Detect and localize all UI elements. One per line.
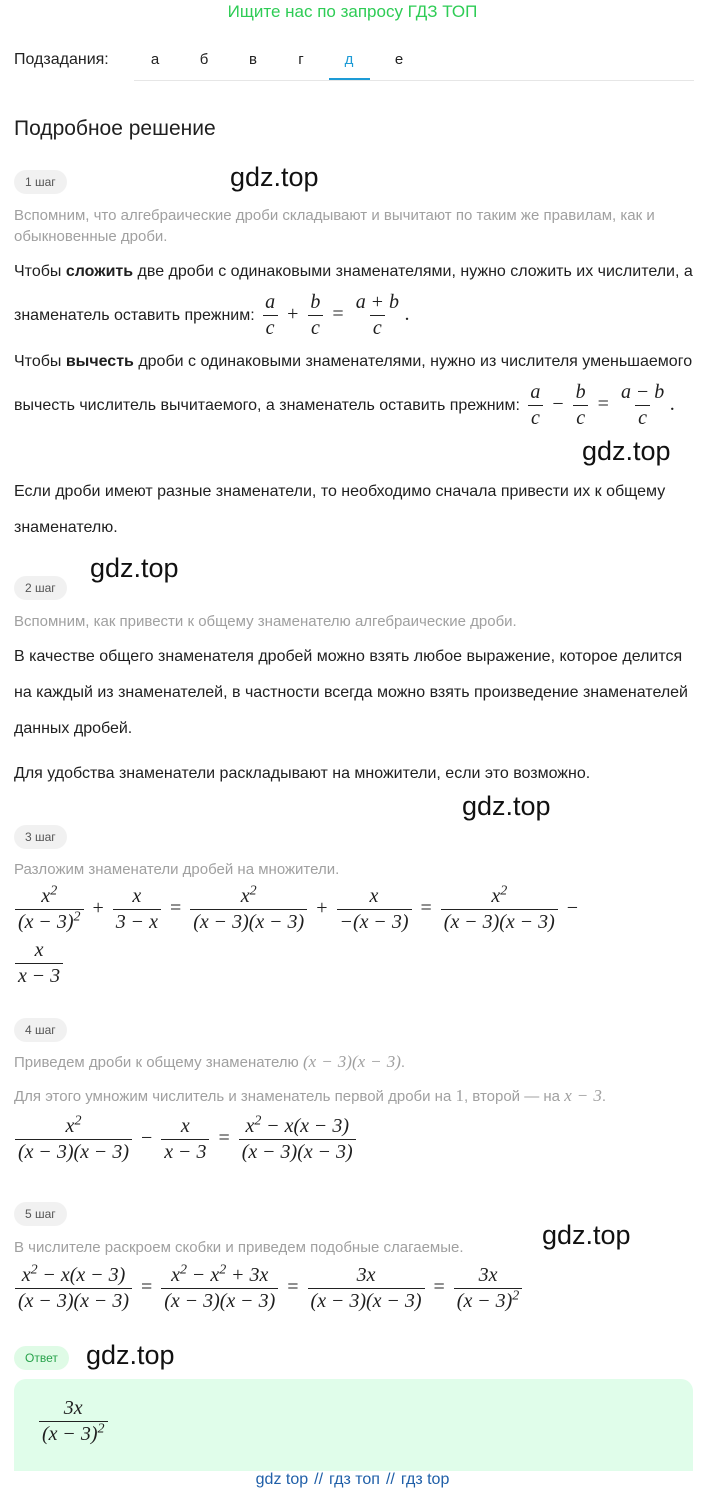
watermark: gdz.top bbox=[90, 553, 179, 583]
tab-b[interactable]: б bbox=[199, 51, 209, 68]
watermark: gdz.top bbox=[462, 791, 551, 821]
step-1-badge: 1 шаг bbox=[14, 170, 67, 194]
step-5-intro: В числителе раскроем скобки и приведем подобные слагаемые. bbox=[14, 1239, 464, 1256]
watermark: gdz.top bbox=[542, 1220, 631, 1250]
subtasks-label: Подзадания: bbox=[14, 51, 109, 68]
step-2-intro: Вспомним, как привести к общему знаменателю алгебраические дроби. bbox=[14, 613, 517, 630]
step-5-badge: 5 шаг bbox=[14, 1202, 67, 1226]
answer-box bbox=[14, 1379, 693, 1471]
step-4-badge: 4 шаг bbox=[14, 1018, 67, 1042]
answer-formula: $\frac{3x}{(x - 3)^2}$ bbox=[36, 1396, 111, 1447]
footer-link-gdz-top[interactable]: gdz top bbox=[255, 1471, 309, 1488]
section-title: Подробное решение bbox=[14, 117, 216, 140]
footer-links: gdz top // гдз топ // гдз top bbox=[255, 1471, 450, 1488]
tabs-divider bbox=[134, 80, 694, 81]
step-4-multiply-note: Для этого умножим числитель и знаменатель первой дроби на 1, второй — на x − 3. bbox=[14, 1086, 606, 1105]
step-1-sub-rule: Чтобы вычесть дроби с одинаковыми знаменателями, нужно из числителя уменьшаемого вычесть числитель вычитаемого, а знаменатель оставить прежним: $\frac{a}{c}$ − $\frac{b}{c}$ = $\frac{a - b}{c}$ . bbox=[14, 353, 693, 429]
step-5-formula: $\frac{x^2 - x(x - 3)}{(x - 3)(x - 3)}$ = $\frac{x^2 - x^2 + 3x}{(x - 3)(x - 3)}$ = $\frac{3x}{(x - 3)(x - 3)}$ = $\frac{3x}{(x - 3)^2}$ bbox=[12, 1263, 525, 1314]
tab-a[interactable]: а bbox=[150, 51, 160, 68]
step-1-different-denominators: Если дроби имеют разные знаменатели, то необходимо сначала привести их к общему знаменателю. bbox=[14, 483, 666, 536]
step-2-badge: 2 шаг bbox=[14, 576, 67, 600]
step-2-factorize-note: Для удобства знаменатели раскладывают на множители, если это возможно. bbox=[14, 765, 591, 782]
step-1-intro: Вспомним, что алгебраические дроби складывают и вычитают по таким же правилам, как и обыкновенные дроби. bbox=[14, 207, 655, 245]
step-3-intro: Разложим знаменатели дробей на множители. bbox=[14, 861, 340, 878]
active-tab-indicator bbox=[329, 78, 370, 80]
tab-g[interactable]: г bbox=[298, 51, 304, 68]
step-1-add-rule: Чтобы сложить две дроби с одинаковыми знаменателями, нужно сложить их числители, а знаменатель оставить прежним: $\frac{a}{c}$ + $\frac{b}{c}$ = $\frac{a + b}{c}$ . bbox=[14, 263, 693, 339]
tab-v[interactable]: в bbox=[249, 51, 257, 68]
watermark: gdz.top bbox=[230, 162, 319, 192]
step-4-intro: Приведем дроби к общему знаменателю (x − 3)(x − 3). bbox=[14, 1052, 406, 1071]
formula-sub: $\frac{a}{c}$ − $\frac{b}{c}$ = $\frac{a - b}{c}$ . bbox=[524, 393, 675, 415]
step-3-formula-line-2: $\frac{x}{x - 3}$ bbox=[12, 938, 66, 989]
formula-add: $\frac{a}{c}$ + $\frac{b}{c}$ = $\frac{a + b}{c}$ . bbox=[259, 303, 410, 325]
bold-add: сложить bbox=[65, 263, 134, 280]
step-2-common-denominator: В качестве общего знаменателя дробей можно взять любое выражение, которое делится на каждый из знаменателей, в частности всегда можно взять произведение знаменателей данных дробей. bbox=[14, 648, 688, 737]
tab-d[interactable]: д bbox=[344, 51, 354, 68]
bold-sub: вычесть bbox=[65, 353, 134, 370]
footer-link-gdz-top-mixed[interactable]: гдз top bbox=[400, 1471, 450, 1488]
watermark: gdz.top bbox=[86, 1340, 175, 1370]
step-4-formula: $\frac{x^2}{(x - 3)(x - 3)}$ − $\frac{x}{x - 3}$ = $\frac{x^2 - x(x - 3)}{(x - 3)(x - 3)}$ bbox=[12, 1114, 359, 1165]
answer-badge: Ответ bbox=[14, 1346, 69, 1370]
footer-link-gdz-top-ru[interactable]: гдз топ bbox=[329, 1471, 380, 1488]
step-3-badge: 3 шаг bbox=[14, 825, 67, 849]
watermark: gdz.top bbox=[582, 436, 671, 466]
top-banner: Ищите нас по запросу ГДЗ ТОП bbox=[227, 2, 478, 21]
step-3-formula-line-1: $\frac{x^2}{(x - 3)^2}$ + $\frac{x}{3 - x}$ = $\frac{x^2}{(x - 3)(x - 3)}$ + $\frac{x}{-(x - 3)}$ = $\frac{x^2}{(x - 3)(x - 3)}$ − bbox=[12, 884, 584, 935]
tab-e[interactable]: е bbox=[394, 51, 404, 68]
